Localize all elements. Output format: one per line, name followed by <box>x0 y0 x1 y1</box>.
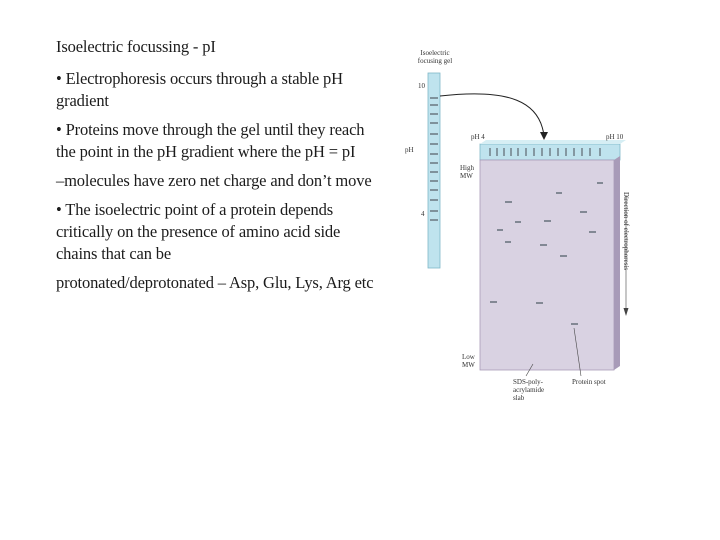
paragraph-ph-gradient: • Electrophoresis occurs through a stable pH gradient <box>56 69 343 110</box>
sds-slab <box>480 160 614 370</box>
high-mw-line1: High <box>460 164 474 172</box>
paragraph-isoelectric-point: • The isoelectric point of a protein depends critically on the presence of amino acid side chains that can be <box>56 200 341 263</box>
slab-ph-right-label: pH 10 <box>606 133 624 141</box>
isoelectric-focusing-diagram <box>400 40 640 420</box>
ief-gel-label-line1: Isoelectric <box>420 49 450 57</box>
text-column <box>56 36 376 294</box>
ph-top-label: 10 <box>418 82 425 90</box>
slide-title: Isoelectric focussing - pI <box>56 37 216 56</box>
ph-bottom-label: 4 <box>421 210 425 218</box>
ph-axis-label: pH <box>405 146 414 154</box>
ief-gel-label-line2: focusing gel <box>417 57 453 65</box>
sds-slab-line3: slab <box>513 394 525 402</box>
slab-side <box>614 156 620 370</box>
low-mw-line2: MW <box>462 361 475 369</box>
ief-gel-strip <box>428 73 440 268</box>
low-mw-line1: Low <box>462 353 475 361</box>
high-mw-label <box>460 164 474 180</box>
low-mw-label <box>462 353 475 369</box>
paragraph-protonated: protonated/deprotonated – Asp, Glu, Lys, Arg etc <box>56 273 374 292</box>
sds-slab-line1: SDS-poly- <box>513 378 543 386</box>
direction-label: Direction of electrophoresis <box>622 192 630 271</box>
slab-ph-left-label: pH 4 <box>471 133 485 141</box>
sds-slab-line2: acrylamide <box>513 386 545 394</box>
protein-spot-label: Protein spot <box>572 378 606 386</box>
ief-gel-label <box>415 49 455 65</box>
paragraph-proteins-move: • Proteins move through the gel until they reach the point in the pH gradient where the pH = pI <box>56 120 365 161</box>
sds-slab-label <box>513 378 544 402</box>
transfer-arrow <box>440 94 544 136</box>
paragraph-zero-charge: –molecules have zero net charge and don’t move <box>56 171 372 190</box>
diagram-graphic <box>400 40 640 420</box>
high-mw-line2: MW <box>460 172 473 180</box>
